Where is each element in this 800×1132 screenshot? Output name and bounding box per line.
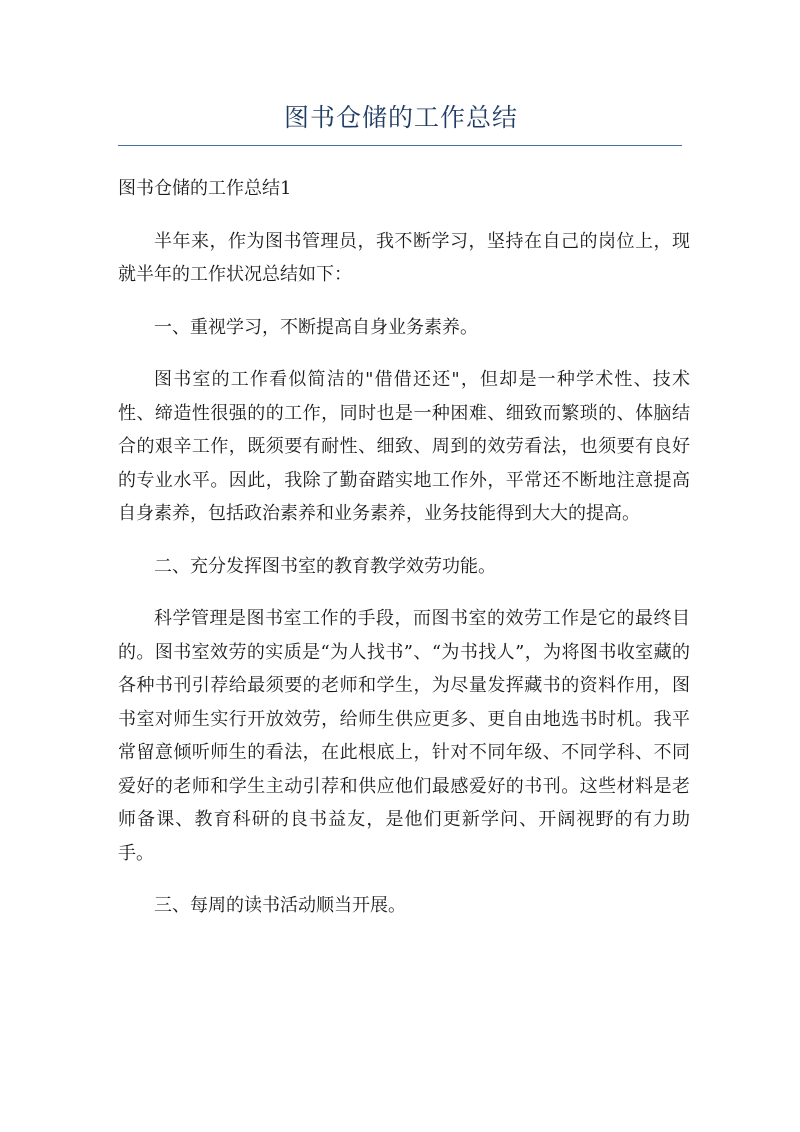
title-underline: [118, 145, 682, 146]
paragraph-point-1: 图书室的工作看似简洁的"借借还还"，但却是一种学术性、技术性、缔造性很强的的工作，同时也是一种困难、细致而繁琐的、体脑结合的艰辛工作，既须要有耐性、细致、周到的效劳看法，也须要有良好的专业水平。因此，我除了勤奋踏实地工作外，平常还不断地注意提高自身素养，包括政治素养和业务素养，业务技能得到大大的提高。: [118, 369, 690, 524]
paragraph-point-2: 科学管理是图书室工作的手段，而图书室的效劳工作是它的最终目的。图书室效劳的实质是“为人找书”、“为书找人”，为将图书收室藏的各种书刊引荐给最须要的老师和学生，为尽量发挥藏书的资料作用，图书室对师生实行开放效劳，给师生供应更多、更自由地选书时机。我平常留意倾听师生的看法，在此根底上，针对不同年级、不同学科、不同爱好的老师和学生主动引荐和供应他们最感爱好的书刊。这些材料是老师备课、教育科研的良书益友，是他们更新学问、开阔视野的有力助手。: [118, 608, 690, 864]
heading-point-2: 二、充分发挥图书室的教育教学效劳功能。: [154, 555, 496, 577]
document-body: [118, 172, 690, 942]
heading-point-3: 三、每周的读书活动顺当开展。: [154, 895, 406, 916]
paragraph-intro: 半年来，作为图书管理员，我不断学习，坚持在自己的岗位上，现就半年的工作状况总结如下：: [118, 230, 690, 285]
section-heading: 图书仓储的工作总结1: [118, 178, 292, 199]
heading-point-1: 一、重视学习，不断提高自身业务素养。: [154, 316, 478, 338]
document-title: 图书仓储的工作总结: [283, 103, 518, 132]
